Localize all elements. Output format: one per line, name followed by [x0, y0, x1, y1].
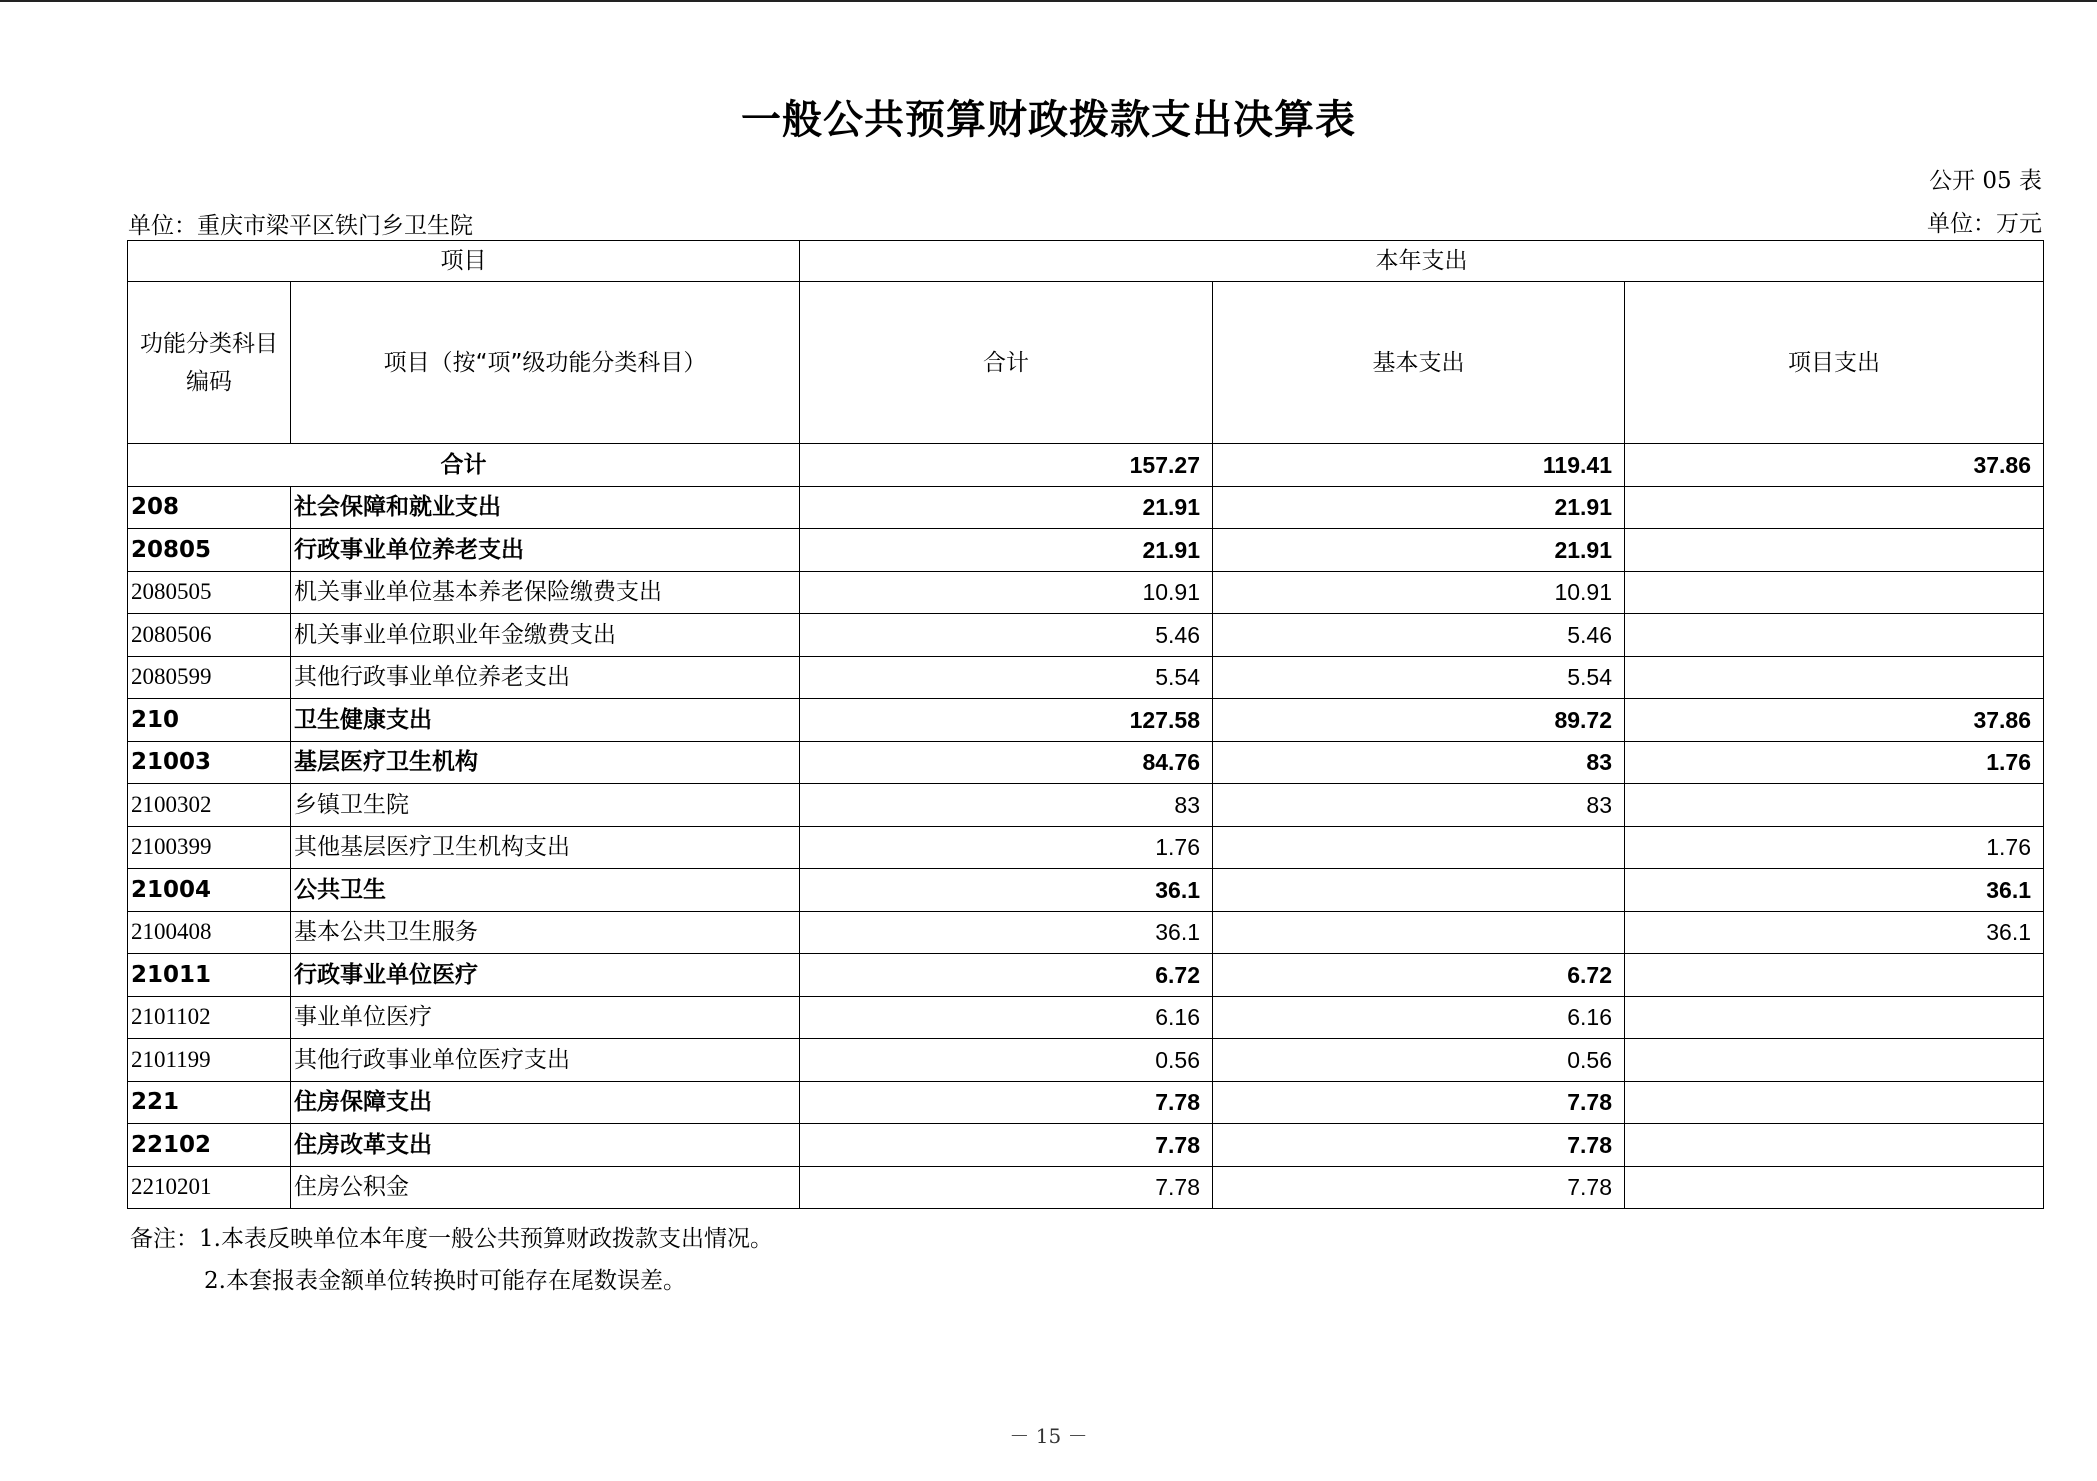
row-name: 卫生健康支出 [291, 699, 800, 742]
row-code: 20805 [128, 529, 291, 572]
row-name: 公共卫生 [291, 869, 800, 912]
row-total: 36.1 [800, 911, 1213, 954]
row-total: 0.56 [800, 1039, 1213, 1082]
table-row [128, 954, 2044, 997]
row-project [1625, 1039, 2044, 1082]
form-number: 公开 05 表 [1929, 168, 2042, 194]
row-basic: 10.91 [1213, 571, 1625, 614]
row-project [1625, 1124, 2044, 1167]
row-project [1625, 954, 2044, 997]
row-project [1625, 656, 2044, 699]
row-code: 2100399 [128, 826, 291, 869]
row-project: 37.86 [1625, 699, 2044, 742]
row-code: 210 [128, 699, 291, 742]
header-current-year: 本年支出 [800, 241, 2044, 282]
row-name: 乡镇卫生院 [291, 784, 800, 827]
row-total: 7.78 [800, 1166, 1213, 1209]
row-basic [1213, 911, 1625, 954]
header-basic: 基本支出 [1213, 282, 1625, 444]
row-project: 36.1 [1625, 911, 2044, 954]
expenditure-table [127, 240, 2044, 1209]
row-code: 2080599 [128, 656, 291, 699]
row-basic: 21.91 [1213, 529, 1625, 572]
note-2: 2.本套报表金额单位转换时可能存在尾数误差。 [204, 1268, 686, 1294]
row-code: 21004 [128, 869, 291, 912]
table-row [128, 1124, 2044, 1167]
row-total: 21.91 [800, 486, 1213, 529]
page-title: 一般公共预算财政拨款支出决算表 [741, 97, 1356, 143]
table-row [128, 1081, 2044, 1124]
table-row [128, 784, 2044, 827]
row-name: 住房改革支出 [291, 1124, 800, 1167]
row-name: 社会保障和就业支出 [291, 486, 800, 529]
top-border-line [0, 0, 2097, 2]
row-basic: 7.78 [1213, 1081, 1625, 1124]
table-row [128, 741, 2044, 784]
row-project [1625, 486, 2044, 529]
row-name: 机关事业单位基本养老保险缴费支出 [291, 571, 800, 614]
row-code: 21003 [128, 741, 291, 784]
row-project [1625, 614, 2044, 657]
total-label: 合计 [128, 444, 800, 487]
total-project: 37.86 [1625, 444, 2044, 487]
row-code: 2080506 [128, 614, 291, 657]
row-name: 其他基层医疗卫生机构支出 [291, 826, 800, 869]
row-basic: 6.16 [1213, 996, 1625, 1039]
row-total: 7.78 [800, 1081, 1213, 1124]
unit-currency: 单位：万元 [1927, 211, 2042, 237]
table-row [128, 656, 2044, 699]
row-basic: 0.56 [1213, 1039, 1625, 1082]
row-basic: 83 [1213, 784, 1625, 827]
row-name: 事业单位医疗 [291, 996, 800, 1039]
row-basic: 5.46 [1213, 614, 1625, 657]
row-name: 其他行政事业单位医疗支出 [291, 1039, 800, 1082]
row-total: 21.91 [800, 529, 1213, 572]
row-project: 1.76 [1625, 826, 2044, 869]
row-project [1625, 784, 2044, 827]
row-basic: 7.78 [1213, 1124, 1625, 1167]
total-row [128, 444, 2044, 487]
row-total: 84.76 [800, 741, 1213, 784]
header-total: 合计 [800, 282, 1213, 444]
table-row [128, 529, 2044, 572]
row-basic [1213, 869, 1625, 912]
row-name: 机关事业单位职业年金缴费支出 [291, 614, 800, 657]
header-row-1 [128, 241, 2044, 282]
row-total: 83 [800, 784, 1213, 827]
header-project-expense: 项目支出 [1625, 282, 2044, 444]
row-project [1625, 529, 2044, 572]
table-row [128, 1166, 2044, 1209]
row-total: 127.58 [800, 699, 1213, 742]
row-code: 208 [128, 486, 291, 529]
table-row [128, 614, 2044, 657]
table-row [128, 571, 2044, 614]
row-total: 5.54 [800, 656, 1213, 699]
row-project [1625, 571, 2044, 614]
row-total: 10.91 [800, 571, 1213, 614]
row-project: 1.76 [1625, 741, 2044, 784]
table-row [128, 826, 2044, 869]
row-basic: 6.72 [1213, 954, 1625, 997]
row-code: 2101199 [128, 1039, 291, 1082]
table-row [128, 699, 2044, 742]
row-name: 行政事业单位养老支出 [291, 529, 800, 572]
table-row [128, 911, 2044, 954]
row-total: 1.76 [800, 826, 1213, 869]
row-project [1625, 1081, 2044, 1124]
row-name: 行政事业单位医疗 [291, 954, 800, 997]
row-basic: 83 [1213, 741, 1625, 784]
row-code: 221 [128, 1081, 291, 1124]
row-name: 住房保障支出 [291, 1081, 800, 1124]
row-basic: 7.78 [1213, 1166, 1625, 1209]
row-total: 7.78 [800, 1124, 1213, 1167]
row-total: 5.46 [800, 614, 1213, 657]
row-basic: 89.72 [1213, 699, 1625, 742]
row-code: 21011 [128, 954, 291, 997]
row-project [1625, 1166, 2044, 1209]
note-1: 备注：1.本表反映单位本年度一般公共预算财政拨款支出情况。 [130, 1226, 773, 1252]
row-total: 6.72 [800, 954, 1213, 997]
total-basic: 119.41 [1213, 444, 1625, 487]
row-project [1625, 996, 2044, 1039]
table-row [128, 1039, 2044, 1082]
header-row-2 [128, 282, 2044, 444]
row-basic: 5.54 [1213, 656, 1625, 699]
row-project: 36.1 [1625, 869, 2044, 912]
row-code: 2101102 [128, 996, 291, 1039]
row-basic: 21.91 [1213, 486, 1625, 529]
row-total: 6.16 [800, 996, 1213, 1039]
row-name: 住房公积金 [291, 1166, 800, 1209]
row-code: 2100408 [128, 911, 291, 954]
row-name: 其他行政事业单位养老支出 [291, 656, 800, 699]
page-number: － 15 － [1009, 1424, 1088, 1448]
table-row [128, 996, 2044, 1039]
row-name: 基本公共卫生服务 [291, 911, 800, 954]
row-total: 36.1 [800, 869, 1213, 912]
row-code: 22102 [128, 1124, 291, 1167]
table-row [128, 869, 2044, 912]
unit-organization: 单位：重庆市梁平区铁门乡卫生院 [128, 213, 473, 239]
row-code: 2080505 [128, 571, 291, 614]
total-amount: 157.27 [800, 444, 1213, 487]
header-project: 项目 [128, 241, 800, 282]
row-basic [1213, 826, 1625, 869]
header-item-name: 项目（按“项”级功能分类科目） [291, 282, 800, 444]
table-row [128, 486, 2044, 529]
row-name: 基层医疗卫生机构 [291, 741, 800, 784]
header-code: 功能分类科目编码 [128, 282, 291, 444]
row-code: 2210201 [128, 1166, 291, 1209]
row-code: 2100302 [128, 784, 291, 827]
